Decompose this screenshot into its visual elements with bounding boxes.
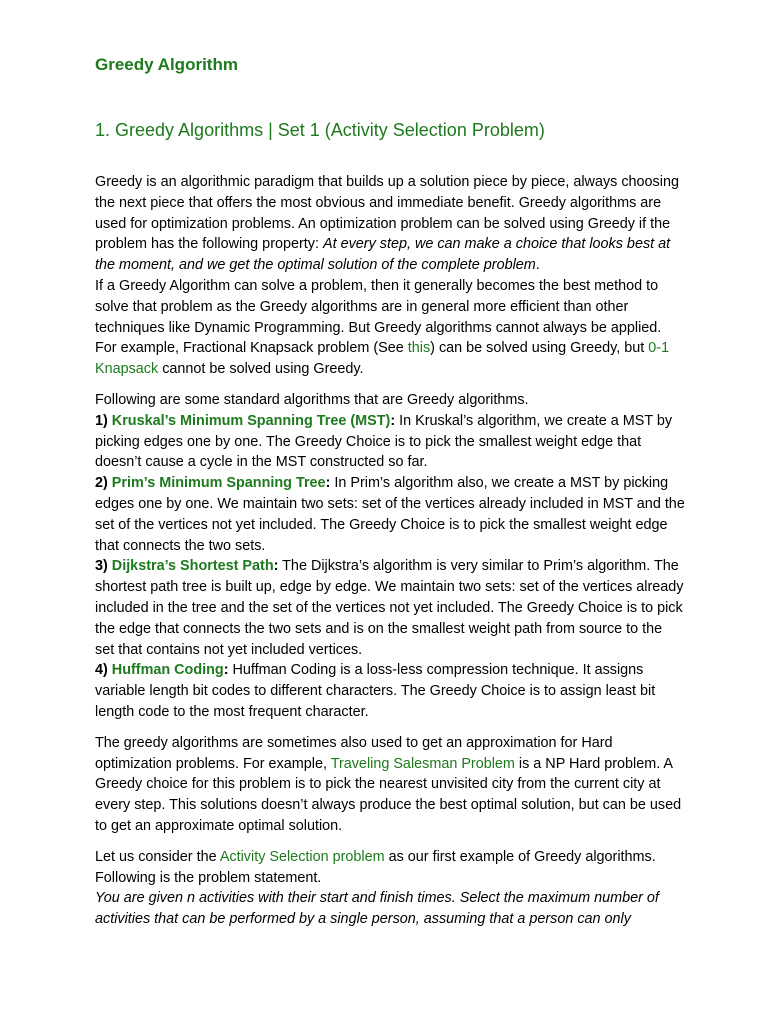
algorithm-description: In Kruskal’s algorithm, we create a MST by picking edges one by one. The Greedy Choice is to pick the smallest weight edge that doesn’t cause a cycle in the MST constructed so far. (95, 412, 673, 471)
activity-selection-link[interactable]: Activity Selection problem (219, 848, 385, 865)
algorithm-colon: : (390, 412, 396, 429)
algorithm-item-dijkstra (95, 556, 685, 660)
algorithm-description: The Dijkstra’s algorithm is very similar to Prim’s algorithm. The shortest path tree is built up, edge by edge. We maintain two sets: set of the vertices already included in the tree and the set of the vertices not yet included. The Greedy Choice is to pick the edge that connects the two sets and is on the smallest weight path from source to the set that contains not yet included vertices. (95, 558, 684, 658)
paragraph-gap (95, 380, 685, 390)
activity-paragraph (95, 847, 685, 889)
paragraph-gap (95, 723, 685, 733)
algorithm-item-huffman (95, 660, 685, 722)
this-link[interactable]: this (407, 340, 431, 357)
activity-text-2: as our first example of Greedy algorithms. Following is the problem statement. (95, 848, 656, 886)
section-heading: 1. Greedy Algorithms | Set 1 (Activity Selection Problem) (95, 120, 545, 140)
greedy-property-text: At every step, we can make a choice that looks best at the moment, and we get the optimal solution of the complete problem (95, 236, 671, 274)
document-body (95, 172, 685, 930)
algorithm-description: Huffman Coding is a loss-less compression technique. It assigns variable length bit codes to different characters. The Greedy Choice is to assign least bit length code to the most frequent character. (95, 662, 656, 720)
approximation-text-2: is a NP Hard problem. A Greedy choice for this problem is to pick the nearest unvisited city from the current city at every step. This solutions doesn’t always produce the best optimal solution, but can be used to get an approximate optimal solution. (95, 755, 682, 834)
intro-period: . (535, 257, 540, 274)
algorithm-number: 2) (95, 475, 108, 492)
paragraph-gap (95, 837, 685, 847)
algorithm-colon: : (273, 558, 279, 575)
document-title: Greedy Algorithm (95, 55, 238, 74)
algorithm-number: 4) (95, 662, 108, 679)
applicability-paragraph (95, 276, 685, 380)
algorithm-number: 3) (95, 558, 108, 575)
applicability-text: If a Greedy Algorithm can solve a problem, then it generally becomes the best method to solve that problem as the Greedy algorithms are in general more efficient than other techniques like Dynamic Programming. But Greedy algorithms cannot always be applied. For example, Fractional Knapsack problem (See (95, 277, 662, 357)
applicability-text-2: ) can be solved using Greedy, but (430, 340, 649, 357)
problem-statement-text: You are given n activities with their start and finish times. Select the maximum number of activities that can be performed by a single person, assuming that a person can only (95, 890, 659, 928)
algorithms-intro: Following are some standard algorithms that are Greedy algorithms. (95, 391, 529, 408)
prim-link[interactable]: Prim’s Minimum Spanning Tree (111, 475, 326, 492)
knapsack-link[interactable]: 0-1 Knapsack (95, 340, 670, 378)
huffman-link[interactable]: Huffman Coding (111, 662, 224, 679)
applicability-text-3: cannot be solved using Greedy. (158, 361, 364, 378)
algorithm-item-kruskal (95, 411, 685, 473)
algorithm-description: In Prim’s algorithm also, we create a MST by picking edges one by one. We maintain two sets: set of the vertices already included in MST and the set of the vertices not yet included. The Greedy Choice is to pick the smallest weight edge that connects the two sets. (95, 475, 685, 554)
intro-text: Greedy is an algorithmic paradigm that builds up a solution piece by piece, always choosing the next piece that offers the most obvious and immediate benefit. Greedy algorithms are used for optimization problems. An optimization problem can be solved using Greedy if the problem has the following property: (95, 174, 679, 253)
algorithm-number: 1) (95, 412, 108, 429)
intro-paragraph (95, 172, 685, 276)
approximation-paragraph (95, 733, 685, 837)
dijkstra-link[interactable]: Dijkstra’s Shortest Path (111, 558, 274, 575)
problem-statement (95, 888, 685, 930)
activity-text: Let us consider the (95, 848, 220, 865)
algorithm-item-prim (95, 473, 685, 556)
kruskal-link[interactable]: Kruskal’s Minimum Spanning Tree (MST) (111, 412, 391, 429)
algorithm-colon: : (223, 662, 229, 679)
approximation-text: The greedy algorithms are sometimes also used to get an approximation for Hard optimization problems. For example, (95, 734, 613, 772)
tsp-link[interactable]: Traveling Salesman Problem (330, 755, 515, 772)
algorithm-colon: : (325, 475, 331, 492)
